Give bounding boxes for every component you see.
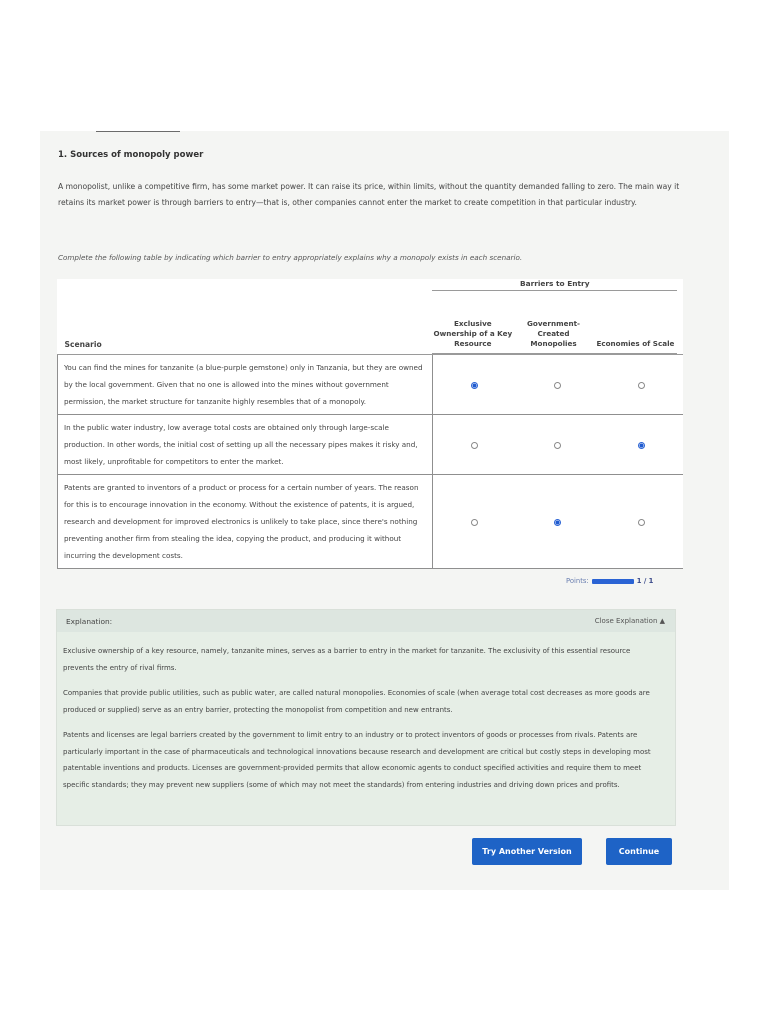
table-row (58, 355, 684, 415)
radio-cell (516, 415, 599, 475)
close-explanation-link[interactable]: Close Explanation ▲ (594, 617, 665, 625)
points-bar (592, 579, 634, 584)
table-row (58, 415, 684, 475)
column-header-government: Government-Created Monopolies (513, 296, 594, 354)
radio-cell (516, 355, 599, 415)
explanation-paragraph: Patents and licenses are legal barriers created by the government to limit entry to an industry or to protect inventors of goods or processes from rivals. Patents are particularly important in the case of pharmaceuticals and technological innovations because research and development are critical but costly steps in developing most patentable inventions and products. Licenses are government-provided permits that allow economic agents to conduct specified activities and require them to meet specific standards; they may prevent new suppliers (some of which may not meet the standards) from entering industries and driving down prices and profits. (63, 731, 651, 789)
radio-button[interactable] (471, 442, 478, 449)
radio-button[interactable] (554, 382, 561, 389)
explanation-panel (56, 609, 676, 826)
question-title: 1. Sources of monopoly power (58, 150, 204, 160)
barrier-table (57, 279, 683, 569)
continue-button[interactable]: Continue (606, 838, 672, 865)
question-intro: A monopolist, unlike a competitive firm, has some market power. It can raise its price, within limits, without the quantity demanded falling to zero. The main way it retains its market power is through barriers to entry—that is, other companies cannot enter the market to create competition in that particular industry. (58, 182, 680, 207)
radio-button[interactable] (471, 382, 478, 389)
radio-button[interactable] (638, 442, 645, 449)
column-header-exclusive: Exclusive Ownership of a Key Resource (432, 296, 513, 354)
scenario-text: Patents are granted to inventors of a product or process for a certain number of years. The reason for this is to encourage innovation in the economy. Without the existence of patents, it is argued, research and development for improved electronics is unlikely to take place, since there's nothing preventing another firm from stealing the idea, copying the product, and producing it without incurring the development costs. (58, 475, 433, 569)
explanation-paragraph: Exclusive ownership of a key resource, namely, tanzanite mines, serves as a barrier to entry in the market for tanzanite. The exclusivity of this essential resource prevents the entry of rival firms. (63, 647, 631, 672)
radio-cell (432, 475, 516, 569)
radio-button[interactable] (638, 382, 645, 389)
column-header-economies: Economies of Scale (594, 296, 677, 354)
radio-cell (516, 475, 599, 569)
top-divider (96, 131, 180, 132)
points-label: Points: (566, 577, 589, 585)
radio-cell (432, 415, 516, 475)
radio-button[interactable] (554, 442, 561, 449)
radio-button[interactable] (471, 519, 478, 526)
explanation-header (57, 610, 675, 632)
explanation-body (63, 643, 663, 802)
radio-button[interactable] (554, 519, 561, 526)
points-score: 1 / 1 (636, 577, 654, 585)
table-row (58, 475, 684, 569)
barriers-header-cell (432, 279, 683, 355)
barriers-group-header: Barriers to Entry (432, 279, 677, 291)
radio-cell (600, 355, 683, 415)
radio-cell (600, 415, 683, 475)
table-header-row (58, 279, 684, 355)
radio-button[interactable] (638, 519, 645, 526)
scenario-text: In the public water industry, low average total costs are obtained only through large-scale production. In other words, the initial cost of setting up all the necessary pipes makes it risky and, most likely, unprofitable for competitors to enter the market. (58, 415, 433, 475)
explanation-label: Explanation: (66, 617, 113, 626)
scenario-header: Scenario (58, 279, 433, 355)
question-instruction: Complete the following table by indicating which barrier to entry appropriately explains why a monopoly exists in each scenario. (58, 253, 523, 262)
try-another-version-button[interactable]: Try Another Version (472, 838, 582, 865)
points-indicator (566, 577, 653, 585)
radio-cell (432, 355, 516, 415)
scenario-text: You can find the mines for tanzanite (a blue-purple gemstone) only in Tanzania, but they are owned by the local government. Given that no one is allowed into the mines without government permission, the market structure for tanzanite highly resembles that of a monopoly. (58, 355, 433, 415)
explanation-paragraph: Companies that provide public utilities, such as public water, are called natural monopolies. Economies of scale (when average total cost decreases as more goods are produced or supplied) serve as an entry barrier, protecting the monopolist from competition and new entrants. (63, 689, 650, 714)
radio-cell (600, 475, 683, 569)
column-headers (432, 296, 677, 354)
